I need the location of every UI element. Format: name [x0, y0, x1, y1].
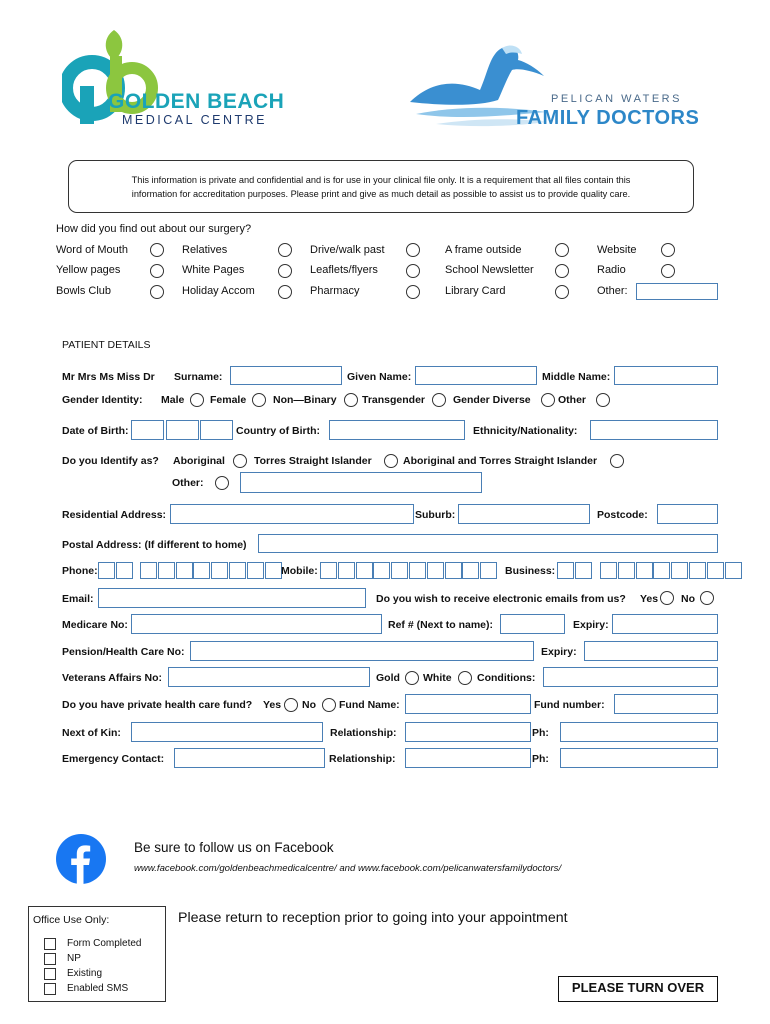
referral-label-library-card: Library Card — [445, 285, 506, 297]
radio-gender-other[interactable] — [596, 393, 610, 407]
fund-number-field[interactable] — [614, 694, 718, 714]
identify-both-label: Aboriginal and Torres Straight Islander — [403, 455, 598, 467]
next-of-kin-relationship-label: Relationship: — [330, 727, 397, 739]
referral-label-radio: Radio — [597, 264, 626, 276]
pelican-waters-name: PELICAN WATERS — [551, 93, 682, 105]
emergency-relationship-label: Relationship: — [329, 753, 396, 765]
private-health-yes-label: Yes — [263, 699, 282, 711]
radio-bowls-club[interactable] — [150, 285, 164, 299]
fund-name-label: Fund Name: — [339, 699, 400, 711]
pension-expiry-field[interactable] — [584, 641, 718, 661]
radio-gender-transgender[interactable] — [432, 393, 446, 407]
golden-beach-name: GOLDEN BEACH — [108, 90, 285, 113]
checkbox-np[interactable] — [44, 953, 56, 965]
referral-question: How did you find out about our surgery? — [56, 223, 252, 235]
gender-other-label: Other — [558, 394, 587, 406]
digit-box[interactable] — [176, 562, 193, 579]
digit-box[interactable] — [140, 562, 157, 579]
referral-label-bowls-club: Bowls Club — [56, 285, 112, 297]
patient-details-heading: PATIENT DETAILS — [62, 339, 151, 351]
suburb-label: Suburb: — [415, 509, 456, 521]
referral-label-pharmacy: Pharmacy — [310, 285, 360, 297]
referral-label-word-of-mouth: Word of Mouth — [56, 244, 128, 256]
facebook-links[interactable]: www.facebook.com/goldenbeachmedicalcentre/ and www.facebook.com/pelicanwatersfamilydoctors/ — [134, 863, 562, 874]
middle-name-label: Middle Name: — [542, 371, 611, 383]
digit-box[interactable] — [356, 562, 373, 579]
golden-beach-subtitle: MEDICAL CENTRE — [122, 113, 267, 127]
radio-email-no[interactable] — [700, 591, 714, 605]
referral-label-other: Other: — [597, 285, 628, 297]
radio-gender-male[interactable] — [190, 393, 204, 407]
checkbox-enabled-sms[interactable] — [44, 983, 56, 995]
radio-white-pages[interactable] — [278, 264, 292, 278]
phone-label: Phone: — [62, 565, 98, 577]
privacy-notice — [68, 160, 694, 213]
medicare-field[interactable] — [131, 614, 382, 634]
radio-pharmacy[interactable] — [406, 285, 420, 299]
postal-address-field[interactable] — [258, 534, 718, 553]
email-consent-no-label: No — [681, 593, 695, 605]
medicare-ref-label: Ref # (Next to name): — [388, 619, 494, 631]
ethnicity-field[interactable] — [590, 420, 718, 440]
surname-field[interactable] — [230, 366, 342, 385]
digit-box[interactable] — [338, 562, 355, 579]
postcode-label: Postcode: — [597, 509, 648, 521]
office-use-title: Office Use Only: — [33, 914, 110, 926]
surname-label: Surname: — [174, 371, 223, 383]
identify-aboriginal-label: Aboriginal — [173, 455, 225, 467]
private-health-question: Do you have private health care fund? — [62, 699, 253, 711]
radio-leaflets[interactable] — [406, 264, 420, 278]
digit-box[interactable] — [725, 562, 742, 579]
referral-label-leaflets: Leaflets/flyers — [310, 264, 378, 276]
please-turn-over-text: PLEASE TURN OVER — [571, 980, 705, 995]
next-of-kin-phone-field[interactable] — [560, 722, 718, 742]
digit-box[interactable] — [320, 562, 337, 579]
office-np-label: NP — [67, 953, 81, 964]
referral-label-website: Website — [597, 244, 637, 256]
radio-drive-walk-past[interactable] — [406, 243, 420, 257]
digit-box[interactable] — [211, 562, 228, 579]
digit-box[interactable] — [158, 562, 175, 579]
fund-number-label: Fund number: — [534, 699, 605, 711]
checkbox-form-completed[interactable] — [44, 938, 56, 950]
radio-identify-other[interactable] — [215, 476, 229, 490]
emergency-phone-field[interactable] — [560, 748, 718, 768]
next-of-kin-phone-label: Ph: — [532, 727, 549, 739]
postcode-field[interactable] — [657, 504, 718, 524]
golden-beach-logo — [62, 26, 285, 130]
given-name-field[interactable] — [415, 366, 537, 385]
privacy-notice-line-1: This information is private and confidential and is for use in your clinical file only. It is a requirement that all files contain this — [131, 175, 631, 185]
radio-website[interactable] — [661, 243, 675, 257]
digit-box[interactable] — [462, 562, 479, 579]
emergency-contact-field[interactable] — [174, 748, 325, 768]
digit-box[interactable] — [557, 562, 574, 579]
radio-gender-nonbinary[interactable] — [344, 393, 358, 407]
radio-aboriginal-and-torres[interactable] — [610, 454, 624, 468]
return-to-reception-message: Please return to reception prior to going into your appointment — [178, 910, 568, 926]
veterans-white-label: White — [423, 672, 452, 684]
veterans-conditions-field[interactable] — [543, 667, 718, 687]
next-of-kin-label: Next of Kin: — [62, 727, 121, 739]
radio-gender-diverse[interactable] — [541, 393, 555, 407]
radio-library-card[interactable] — [555, 285, 569, 299]
digit-box[interactable] — [707, 562, 724, 579]
radio-gender-female[interactable] — [252, 393, 266, 407]
referral-label-school-newsletter: School Newsletter — [445, 264, 534, 276]
next-of-kin-field[interactable] — [131, 722, 323, 742]
referral-other-field[interactable] — [636, 283, 718, 300]
checkbox-existing[interactable] — [44, 968, 56, 980]
radio-veterans-gold[interactable] — [405, 671, 419, 685]
gender-diverse-label: Gender Diverse — [453, 394, 531, 406]
office-form-completed-label: Form Completed — [67, 938, 142, 949]
gender-nonbinary-label: Non—Binary — [273, 394, 337, 406]
email-consent-question: Do you wish to receive electronic emails from us? — [376, 593, 626, 605]
mobile-label: Mobile: — [281, 565, 318, 577]
radio-word-of-mouth[interactable] — [150, 243, 164, 257]
radio-yellow-pages[interactable] — [150, 264, 164, 278]
digit-box[interactable] — [653, 562, 670, 579]
facebook-icon-graphic — [56, 834, 106, 884]
residential-address-label: Residential Address: — [62, 509, 167, 521]
next-of-kin-relationship-field[interactable] — [405, 722, 531, 742]
veterans-gold-label: Gold — [376, 672, 400, 684]
country-of-birth-label: Country of Birth: — [236, 425, 320, 437]
radio-private-health-yes[interactable] — [284, 698, 298, 712]
office-enabled-sms-label: Enabled SMS — [67, 983, 129, 994]
digit-box[interactable] — [600, 562, 617, 579]
digit-box[interactable] — [671, 562, 688, 579]
referral-label-white-pages: White Pages — [182, 264, 245, 276]
gender-identity-label: Gender Identity: — [62, 394, 143, 406]
medicare-label: Medicare No: — [62, 619, 128, 631]
email-label: Email: — [62, 593, 94, 605]
medicare-expiry-label: Expiry: — [573, 619, 609, 631]
radio-radio[interactable] — [661, 264, 675, 278]
referral-label-a-frame: A frame outside — [445, 244, 522, 256]
middle-name-field[interactable] — [614, 366, 718, 385]
given-name-label: Given Name: — [347, 371, 412, 383]
gender-male-label: Male — [161, 394, 185, 406]
radio-veterans-white[interactable] — [458, 671, 472, 685]
digit-box[interactable] — [636, 562, 653, 579]
veterans-label: Veterans Affairs No: — [62, 672, 162, 684]
digit-box[interactable] — [689, 562, 706, 579]
identify-other-field[interactable] — [240, 472, 482, 493]
medicare-expiry-field[interactable] — [612, 614, 718, 634]
title-options: Mr Mrs Ms Miss Dr — [62, 371, 155, 383]
pension-field[interactable] — [190, 641, 534, 661]
office-existing-label: Existing — [67, 968, 103, 979]
radio-relatives[interactable] — [278, 243, 292, 257]
email-field[interactable] — [98, 588, 366, 608]
gender-transgender-label: Transgender — [362, 394, 426, 406]
gender-female-label: Female — [210, 394, 247, 406]
facebook-heading: Be sure to follow us on Facebook — [134, 840, 334, 855]
radio-a-frame[interactable] — [555, 243, 569, 257]
business-label: Business: — [505, 565, 556, 577]
dob-day-field[interactable] — [131, 420, 164, 440]
pension-label: Pension/Health Care No: — [62, 646, 185, 658]
radio-holiday-accom[interactable] — [278, 285, 292, 299]
pelican-waters-logo — [406, 40, 726, 136]
digit-box[interactable] — [229, 562, 246, 579]
postal-address-label: Postal Address: (If different to home) — [62, 539, 247, 551]
digit-box[interactable] — [98, 562, 115, 579]
identify-torres-label: Torres Straight Islander — [254, 455, 372, 467]
pension-expiry-label: Expiry: — [541, 646, 577, 658]
digit-box[interactable] — [445, 562, 462, 579]
veterans-conditions-label: Conditions: — [477, 672, 536, 684]
private-health-no-label: No — [302, 699, 316, 711]
digit-box[interactable] — [427, 562, 444, 579]
suburb-field[interactable] — [458, 504, 590, 524]
digit-box[interactable] — [480, 562, 497, 579]
emergency-contact-label: Emergency Contact: — [62, 753, 165, 765]
referral-label-relatives: Relatives — [182, 244, 228, 256]
dob-month-field[interactable] — [166, 420, 199, 440]
dob-year-field[interactable] — [200, 420, 233, 440]
digit-box[interactable] — [391, 562, 408, 579]
emergency-phone-label: Ph: — [532, 753, 549, 765]
veterans-field[interactable] — [168, 667, 370, 687]
country-of-birth-field[interactable] — [329, 420, 465, 440]
radio-school-newsletter[interactable] — [555, 264, 569, 278]
digit-box[interactable] — [618, 562, 635, 579]
emergency-relationship-field[interactable] — [405, 748, 531, 768]
privacy-notice-line-2: information for accreditation purposes. Please print and give as much detail as possible to assist us to provide quality care. — [131, 189, 631, 199]
residential-address-field[interactable] — [170, 504, 414, 524]
radio-torres-strait[interactable] — [384, 454, 398, 468]
email-consent-yes-label: Yes — [640, 593, 659, 605]
digit-box[interactable] — [193, 562, 210, 579]
digit-box[interactable] — [409, 562, 426, 579]
referral-label-drive-walk-past: Drive/walk past — [310, 244, 385, 256]
digit-box[interactable] — [247, 562, 264, 579]
digit-box[interactable] — [116, 562, 133, 579]
radio-email-yes[interactable] — [660, 591, 674, 605]
referral-label-holiday-accom: Holiday Accom — [182, 285, 255, 297]
fund-name-field[interactable] — [405, 694, 531, 714]
radio-aboriginal[interactable] — [233, 454, 247, 468]
identify-question: Do you Identify as? — [62, 455, 159, 467]
ethnicity-label: Ethnicity/Nationality: — [473, 425, 578, 437]
family-doctors-name: FAMILY DOCTORS — [516, 107, 700, 129]
please-turn-over-box — [558, 976, 718, 1002]
digit-box[interactable] — [265, 562, 282, 579]
radio-private-health-no[interactable] — [322, 698, 336, 712]
digit-box[interactable] — [373, 562, 390, 579]
medicare-ref-field[interactable] — [500, 614, 565, 634]
dob-label: Date of Birth: — [62, 425, 129, 437]
identify-other-label: Other: — [172, 477, 204, 489]
digit-box[interactable] — [575, 562, 592, 579]
referral-label-yellow-pages: Yellow pages — [56, 264, 121, 276]
facebook-icon[interactable] — [56, 834, 106, 884]
